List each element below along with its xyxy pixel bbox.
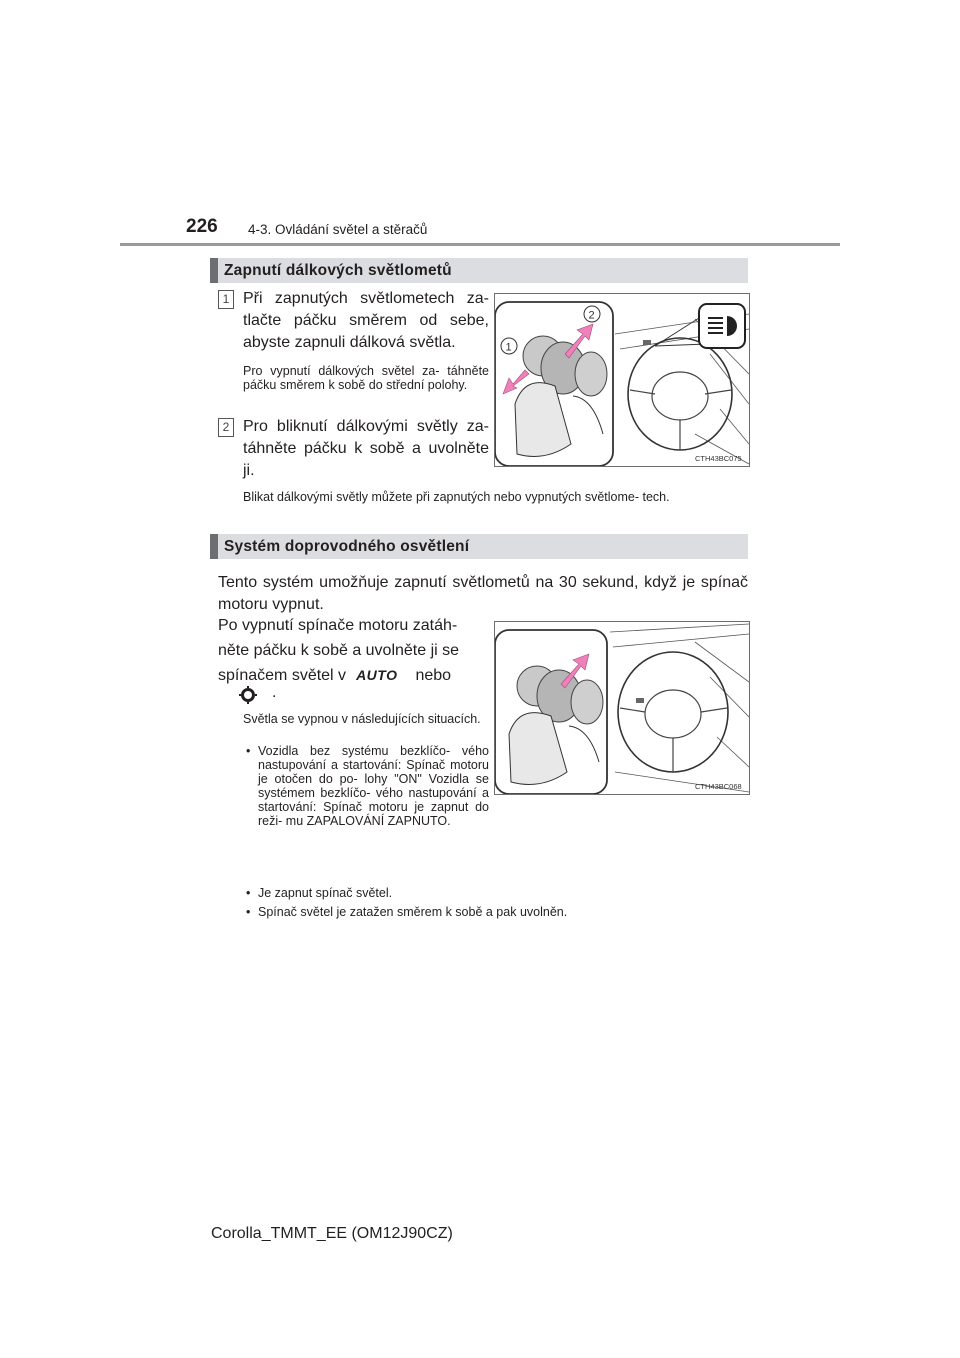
header-divider <box>120 243 840 246</box>
step-number-1: 1 <box>218 290 234 309</box>
svg-text:2: 2 <box>588 309 595 322</box>
bullet-item-1: Vozidla bez systému bezklíčo- vého nastupování a startování: Spínač motoru je otočen do po- lohy "ON" Vozidla se systémem bezklíčo- vého nastupování a startování: Spínač motoru je zapnut do reži- mu ZAPALOVÁNÍ ZAPNUTO. <box>258 744 489 828</box>
bullet-marker: • <box>246 886 251 900</box>
follow-me-intro: Tento systém umožňuje zapnutí světlometů na 30 sekund, když je spínač motoru vypnut. <box>218 574 748 613</box>
high-beam-lever-illustration <box>494 293 750 467</box>
chapter-title: 4-3. Ovládání světel a stěračů <box>248 222 428 237</box>
instruction-line-1: Po vypnutí spínače motoru zatáh- <box>218 617 458 634</box>
step-1-text: Při zapnutých světlometech za- tlačte páčku směrem od sebe, abyste zapnuli dálková světla. <box>243 290 489 351</box>
bullet-marker: • <box>246 744 251 758</box>
step-1-note: Pro vypnutí dálkových světel za- táhněte páčku směrem k sobě do střední polohy. <box>243 364 489 392</box>
lever-push-drawing <box>495 294 749 466</box>
tail-light-symbol-icon <box>238 685 258 705</box>
instruction-line-4 <box>238 684 298 706</box>
instruction-end: . <box>272 684 277 701</box>
follow-me-home-lever-illustration <box>494 621 750 795</box>
section-heading-high-beam <box>210 258 748 283</box>
instruction-line-2: něte páčku k sobě a uvolněte ji se <box>218 642 460 659</box>
step-2-note: Blikat dálkovými světly můžete při zapnutých nebo vypnutých světlome- tech. <box>243 490 670 504</box>
section-title: Systém doprovodného osvětlení <box>224 538 470 555</box>
footer-document-id: Corolla_TMMT_EE (OM12J90CZ) <box>211 1225 453 1242</box>
section-title: Zapnutí dálkových světlometů <box>224 262 452 279</box>
section-heading-follow-me-home <box>210 534 748 559</box>
page-number: 226 <box>186 216 218 237</box>
figure-code: CTH43BC075 <box>695 454 742 463</box>
bullet-item-2: Je zapnut spínač světel. <box>258 886 393 900</box>
figure-code: CTH43BC068 <box>695 782 742 791</box>
auto-symbol-icon: AUTO <box>356 667 398 683</box>
lights-off-note: Světla se vypnou v následujících situacích. <box>243 712 481 726</box>
lever-pull-drawing <box>495 622 749 794</box>
bullet-item-3: Spínač světel je zatažen směrem k sobě a pak uvolněn. <box>258 905 568 919</box>
section-marker <box>210 534 218 559</box>
instruction-text-after-symbol: nebo <box>415 667 452 684</box>
step-2-text: Pro bliknutí dálkovými světly za- táhněte páčku k sobě a uvolněte ji. <box>243 418 489 479</box>
step-number-2: 2 <box>218 418 234 437</box>
bullet-marker: • <box>246 905 251 919</box>
svg-text:1: 1 <box>505 341 512 354</box>
section-marker <box>210 258 218 283</box>
instruction-text-before-symbol: spínačem světel v <box>218 667 347 684</box>
